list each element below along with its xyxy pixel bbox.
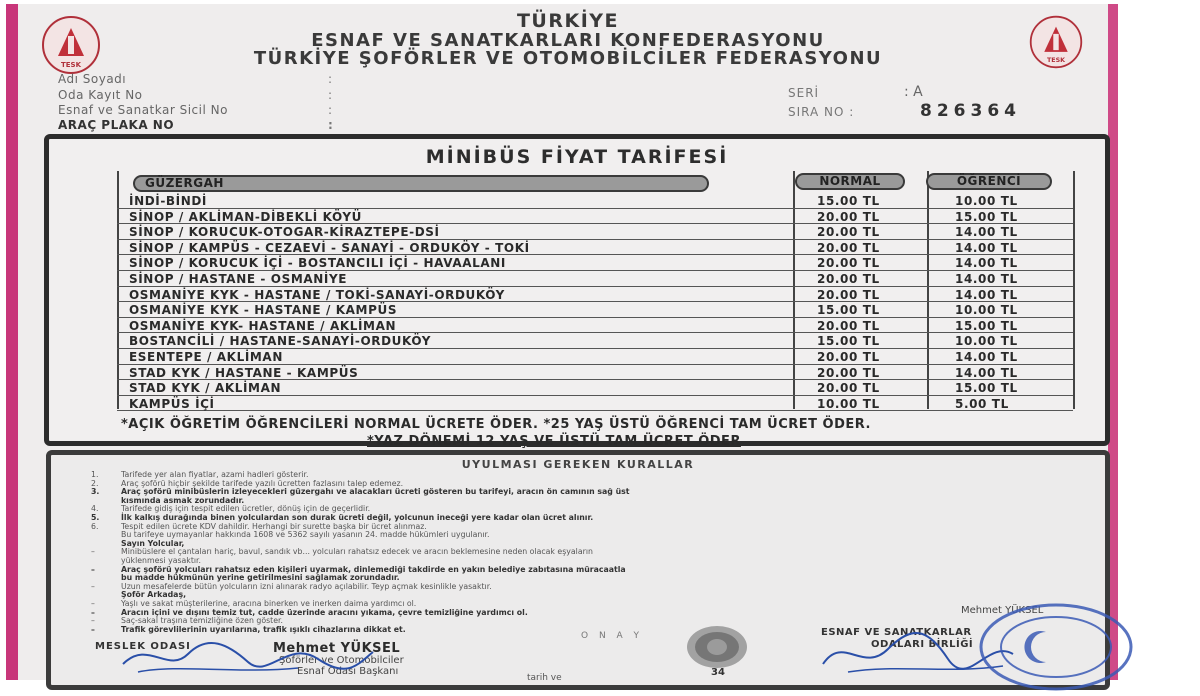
sira-number: 826364 bbox=[920, 101, 1021, 121]
student-price-cell: 14.00 TL bbox=[955, 349, 1018, 364]
rule-number: – bbox=[91, 547, 95, 557]
rule-text: Araç şoförü hiçbir şekilde tarifede yazılı ücretten fazlasını talep edemez. bbox=[121, 478, 404, 488]
approval-number: 34 bbox=[711, 667, 725, 678]
rule-number: – bbox=[91, 624, 95, 634]
tariff-title: MİNİBÜS FİYAT TARİFESİ bbox=[425, 146, 729, 168]
tariff-row bbox=[117, 349, 1073, 365]
rule-text: yüklenmesi yasaktır. bbox=[121, 555, 202, 565]
route-cell: KAMPÜS İÇİ bbox=[129, 396, 215, 411]
official-stamp bbox=[976, 602, 1136, 692]
right-signatory-name: Mehmet YÜKSEL bbox=[961, 605, 1044, 616]
rules-list bbox=[91, 471, 1101, 634]
field-registry-label: Esnaf ve Sanatkar Sicil No bbox=[58, 103, 228, 117]
route-cell: SİNOP / KAMPÜS - CEZAEVİ - SANAYİ - ORDUKÖY - TOKİ bbox=[129, 240, 530, 255]
tariff-row bbox=[117, 287, 1073, 303]
rule-text: Araç şoförü yolcuları rahatsız eden kişileri uyarmak, dinlemediği takdirde en yakın belediye zabıtasına müracaatla bbox=[121, 564, 626, 574]
student-price-cell: 15.00 TL bbox=[955, 209, 1018, 224]
student-price-cell: 14.00 TL bbox=[955, 287, 1018, 302]
column-header-route: GÜZERGAH bbox=[133, 175, 709, 192]
tariff-row bbox=[117, 396, 1073, 412]
svg-text:TESK: TESK bbox=[1046, 56, 1066, 64]
rule-number: – bbox=[91, 581, 95, 591]
date-label: tarih ve bbox=[527, 673, 562, 683]
route-cell: SİNOP / AKLİMAN-DİBEKLİ KÖYÜ bbox=[129, 209, 362, 224]
union-name-line1: ESNAF VE SANATKARLAR bbox=[821, 627, 972, 638]
union-name-line2: ODALARI BİRLİĞİ bbox=[871, 639, 974, 650]
tariff-row bbox=[117, 209, 1073, 225]
student-price-cell: 5.00 TL bbox=[955, 396, 1009, 411]
normal-price-cell: 15.00 TL bbox=[817, 194, 880, 208]
tariff-row bbox=[117, 380, 1073, 396]
rule-text: Tarifede yer alan fiyatlar, azami hadleri gösterir. bbox=[121, 470, 309, 479]
student-price-cell: 10.00 TL bbox=[955, 194, 1018, 208]
tariff-row bbox=[117, 318, 1073, 334]
field-colon: : bbox=[328, 72, 333, 86]
note-summer-term: *YAZ DÖNEMİ 12 YAŞ VE ÜSTÜ TAM ÜCRET ÖDER bbox=[367, 434, 741, 449]
rule-text: Tarifede gidiş için tespit edilen ücretler, dönüş için de geçerlidir. bbox=[121, 504, 371, 514]
signature-left bbox=[118, 634, 378, 679]
rule-text: Saç-sakal traşına temizliğine özen göster. bbox=[121, 616, 283, 626]
header-confederation: ESNAF VE SANATKARLARI KONFEDERASYONU bbox=[311, 30, 825, 51]
field-plate-label: ARAÇ PLAKA NO bbox=[58, 118, 175, 132]
route-cell: İNDİ-BİNDİ bbox=[129, 194, 207, 208]
route-cell: OSMANİYE KYK- HASTANE / AKLİMAN bbox=[129, 318, 397, 333]
field-room-no-label: Oda Kayıt No bbox=[58, 88, 143, 102]
route-cell: SİNOP / KORUCUK İÇİ - BOSTANCILI İÇİ - HAVAALANI bbox=[129, 256, 506, 271]
student-price-cell: 14.00 TL bbox=[955, 256, 1018, 271]
rule-item bbox=[91, 548, 1101, 557]
rule-text: Araç şoförü minibüslerin izleyecekleri güzergahı ve alacakları ücreti gösteren bu tarifeyi, aracın ön camının sağ üst bbox=[121, 487, 630, 497]
tariff-row bbox=[117, 224, 1073, 240]
professional-chamber-label: MESLEK ODASI bbox=[95, 641, 191, 652]
route-cell: OSMANİYE KYK - HASTANE / TOKİ-SANAYİ-ORDUKÖY bbox=[129, 287, 505, 302]
normal-price-cell: 20.00 TL bbox=[817, 240, 880, 255]
normal-price-cell: 20.00 TL bbox=[817, 225, 880, 240]
rule-number: 4. bbox=[91, 504, 99, 514]
svg-text:TESK: TESK bbox=[60, 61, 82, 69]
student-price-cell: 14.00 TL bbox=[955, 240, 1018, 255]
tariff-row bbox=[117, 365, 1073, 381]
student-price-cell: 10.00 TL bbox=[955, 303, 1018, 318]
sira-label: SIRA NO : bbox=[788, 105, 855, 119]
rule-item bbox=[91, 583, 1101, 592]
field-name-label: Adı Soyadı bbox=[58, 72, 127, 86]
normal-price-cell: 15.00 TL bbox=[817, 303, 880, 318]
rule-number: 1. bbox=[91, 470, 99, 479]
tariff-table-box bbox=[44, 134, 1110, 449]
student-price-cell: 14.00 TL bbox=[955, 271, 1018, 286]
header-country: TÜRKİYE bbox=[516, 10, 620, 32]
normal-price-cell: 20.00 TL bbox=[817, 271, 880, 286]
normal-price-cell: 10.00 TL bbox=[817, 396, 880, 411]
rule-text: Aracın içini ve dışını temiz tut, cadde üzerinde aracını yıkama, çevre temizliğine yardımcı ol. bbox=[121, 607, 528, 617]
tariff-row bbox=[117, 240, 1073, 256]
rule-number: 6. bbox=[91, 521, 99, 531]
note-open-education: *AÇIK ÖĞRETİM ÖĞRENCİLERİ NORMAL ÜCRETE ÖDER. *25 YAŞ ÜSTÜ ÖĞRENCİ TAM ÜCRET ÖDER. bbox=[121, 417, 871, 432]
normal-price-cell: 20.00 TL bbox=[817, 349, 880, 364]
approval-label: O N A Y bbox=[581, 631, 644, 641]
field-plate bbox=[58, 118, 334, 132]
rule-text: Minibüslere el çantaları hariç, bavul, sandık vb... yolcuları rahatsız edecek ve aracın beklemesine neden olacak eşyaların bbox=[121, 547, 593, 557]
signatory-role-line1: Şoförler ve Otomobilciler bbox=[279, 655, 404, 666]
rule-number: – bbox=[91, 564, 95, 574]
serial-label: SERİ bbox=[788, 86, 820, 100]
field-colon: : bbox=[328, 88, 333, 102]
serial-value: : A bbox=[904, 84, 923, 100]
field-colon: : bbox=[328, 118, 334, 132]
normal-price-cell: 20.00 TL bbox=[817, 381, 880, 396]
route-cell: ESENTEPE / AKLİMAN bbox=[129, 349, 283, 364]
column-divider bbox=[1073, 171, 1075, 409]
column-header-normal: NORMAL bbox=[795, 173, 905, 190]
tariff-document bbox=[6, 4, 1118, 683]
rules-title: UYULMASI GEREKEN KURALLAR bbox=[461, 458, 695, 471]
tariff-row bbox=[117, 271, 1073, 287]
student-price-cell: 15.00 TL bbox=[955, 318, 1018, 333]
rule-text: Bu tarifeye uymayanlar hakkında 1608 ve 5362 sayılı yasanın 24. madde hükümleri uygulanır. bbox=[121, 530, 490, 540]
rule-item bbox=[91, 531, 1101, 540]
route-cell: STAD KYK / AKLİMAN bbox=[129, 381, 282, 396]
column-header-student: ÖĞRENCİ bbox=[926, 173, 1052, 190]
tariff-row bbox=[117, 255, 1073, 271]
rule-number: 2. bbox=[91, 478, 99, 488]
rule-text: Sayın Yolcular, bbox=[121, 538, 185, 548]
rule-text: Trafik görevlilerinin uyarılarına, trafik ışıklı cihazlarına dikkat et. bbox=[121, 624, 406, 634]
route-cell: BOSTANCİLİ / HASTANE-SANAYİ-ORDUKÖY bbox=[129, 334, 432, 349]
rule-text: kısmında asmak zorundadır. bbox=[121, 495, 245, 505]
rule-number: – bbox=[91, 598, 95, 608]
rule-number: – bbox=[91, 616, 95, 626]
normal-price-cell: 15.00 TL bbox=[817, 334, 880, 349]
normal-price-cell: 20.00 TL bbox=[817, 209, 880, 224]
student-price-cell: 10.00 TL bbox=[955, 334, 1018, 349]
tariff-row bbox=[117, 302, 1073, 318]
route-cell: SİNOP / KORUCUK-OTOGAR-KİRAZTEPE-DSİ bbox=[129, 225, 440, 240]
normal-price-cell: 20.00 TL bbox=[817, 318, 880, 333]
student-price-cell: 14.00 TL bbox=[955, 365, 1018, 380]
header-federation: TÜRKİYE ŞOFÖRLER VE OTOMOBİLCİLER FEDERASYONU bbox=[253, 48, 883, 69]
rule-text: Yaşlı ve sakat müşterilerine, aracına binerken ve inerken daima yardımcı ol. bbox=[121, 598, 417, 608]
field-room-no bbox=[58, 88, 333, 102]
tariff-row bbox=[117, 333, 1073, 349]
rule-number: – bbox=[91, 607, 95, 617]
normal-price-cell: 20.00 TL bbox=[817, 256, 880, 271]
tesk-logo-left bbox=[40, 14, 102, 76]
rule-number: 3. bbox=[91, 487, 100, 497]
student-price-cell: 14.00 TL bbox=[955, 225, 1018, 240]
rule-text: Şoför Arkadaş, bbox=[121, 590, 187, 600]
tariff-row bbox=[117, 193, 1073, 209]
field-registry bbox=[58, 103, 333, 117]
tariff-rows bbox=[117, 193, 1073, 411]
rule-text: İlk kalkış durağında binen yolculardan son durak ücreti değil, yolcunun ineceği yere kadar olan ücret alınır. bbox=[121, 512, 594, 522]
rule-number: 5. bbox=[91, 512, 100, 522]
student-price-cell: 15.00 TL bbox=[955, 381, 1018, 396]
normal-price-cell: 20.00 TL bbox=[817, 287, 880, 302]
route-cell: OSMANİYE KYK - HASTANE / KAMPÜS bbox=[129, 303, 398, 318]
normal-price-cell: 20.00 TL bbox=[817, 365, 880, 380]
tesk-logo-right bbox=[1028, 14, 1084, 70]
rule-text: Tespit edilen ücrete KDV dahildir. Herhangi bir surette başka bir ücret alınmaz. bbox=[121, 521, 427, 531]
rule-text: bu madde hükmünün yerine getirilmesini sağlamak zorundadır. bbox=[121, 573, 400, 583]
route-cell: STAD KYK / HASTANE - KAMPÜS bbox=[129, 365, 359, 380]
field-colon: : bbox=[328, 103, 333, 117]
approval-seal-icon bbox=[683, 623, 751, 671]
rule-text: Uzun mesafelerde bütün yolcuların izni alınarak radyo açılabilir. Teyp açmak kesinlikle yasaktır. bbox=[121, 581, 492, 591]
signatory-role-line2: Esnaf Odası Başkanı bbox=[297, 666, 399, 677]
route-cell: SİNOP / HASTANE - OSMANİYE bbox=[129, 271, 348, 286]
signatory-name: Mehmet YÜKSEL bbox=[273, 641, 401, 656]
field-name bbox=[58, 72, 333, 86]
